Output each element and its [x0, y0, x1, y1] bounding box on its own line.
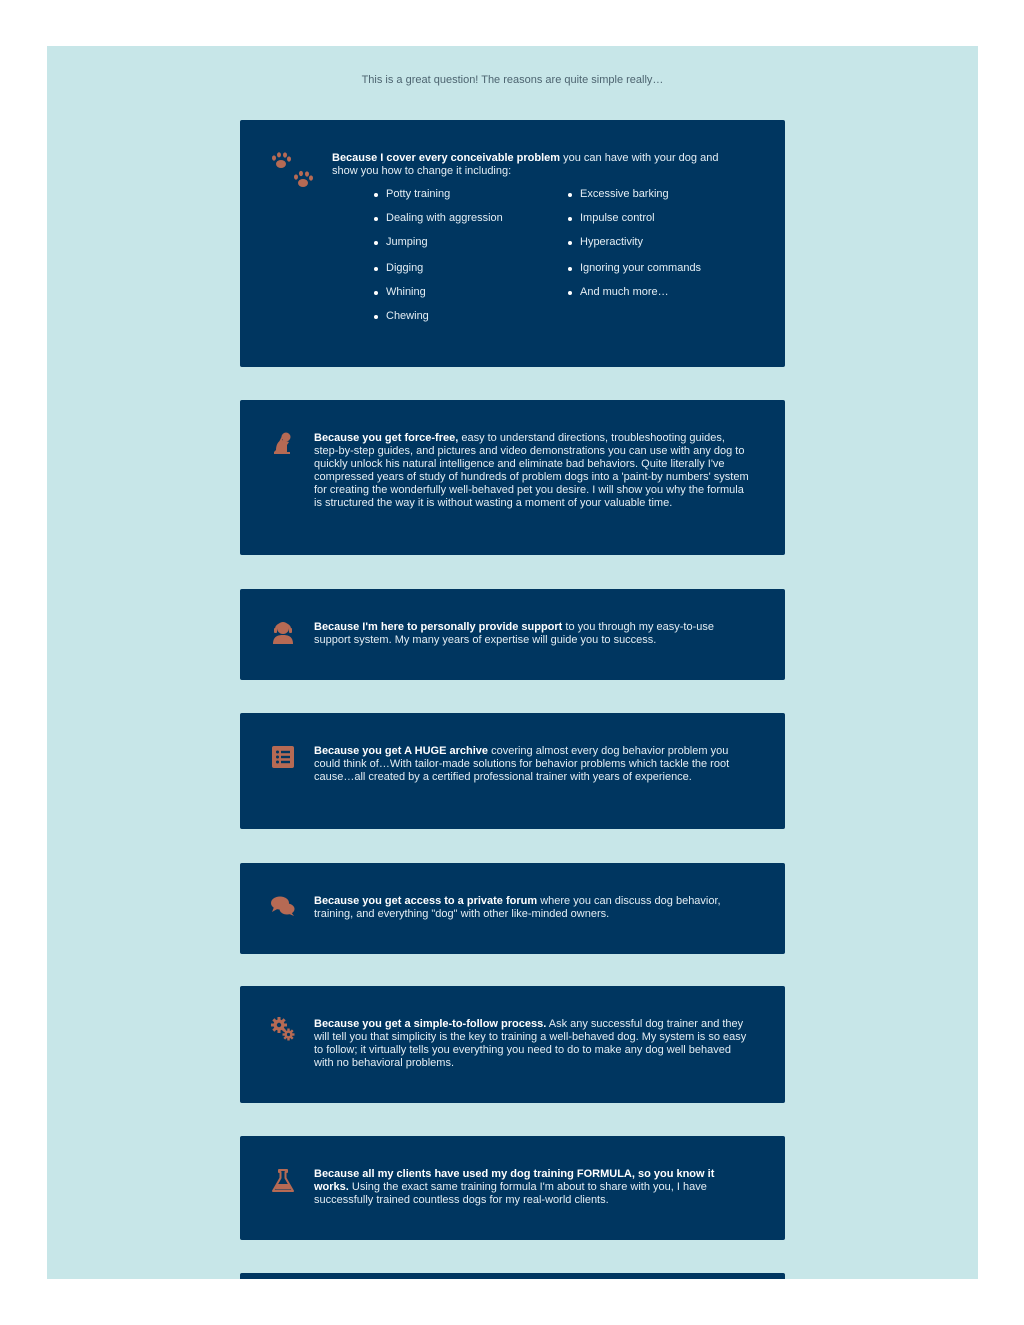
support-headset-icon [270, 619, 296, 645]
list-item: Hyperactivity [566, 236, 643, 249]
reason-text [314, 895, 751, 921]
reason-body: covering almost every dog behavior problem you could think of…With tailor-made solutions for behavior problems which tackle the root cause…all created by a certified professional trainer with years of experience. [314, 745, 730, 783]
reason-text [314, 745, 751, 784]
chat-bubbles-icon [270, 893, 296, 919]
paw-prints-icon [270, 152, 318, 194]
reason-card-archive [240, 713, 785, 829]
reason-lead: Because I cover every conceivable problem [332, 152, 561, 164]
list-archive-icon [270, 744, 296, 770]
list-item: Ignoring your commands [566, 262, 701, 275]
list-item: Whining [372, 286, 426, 299]
reason-body: where you can discuss dog behavior, training, and everything "dog" with other like-minded owners. [314, 895, 721, 920]
reason-lead: Because you get A HUGE archive [314, 745, 489, 757]
list-item: Jumping [372, 236, 428, 249]
intro-text: This is a great question! The reasons are quite simple really… [361, 74, 664, 86]
reason-card-problems [240, 120, 785, 367]
reason-card-force-free [240, 400, 785, 555]
reason-card-formula [240, 1136, 785, 1240]
reason-lead: Because you get access to a private forum [314, 895, 538, 907]
reason-card-process [240, 986, 785, 1103]
flask-icon [270, 1168, 296, 1194]
reason-text [314, 1018, 751, 1070]
reason-lead: Because you get force-free, [314, 432, 459, 444]
list-item: Excessive barking [566, 188, 669, 201]
reason-lead: Because you get a simple-to-follow process. [314, 1018, 547, 1030]
reason-body: to you through my easy-to-use support system. My many years of expertise will guide you to success. [314, 621, 714, 646]
reason-text [314, 1168, 751, 1207]
reason-text [314, 432, 751, 510]
reason-text [314, 621, 751, 647]
reason-lead: Because all my clients have used my dog training FORMULA, so you know it works. [314, 1168, 715, 1193]
reason-body: you can have with your dog and show you how to change it including: [332, 152, 719, 177]
list-item: Impulse control [566, 212, 655, 225]
list-item: Chewing [372, 310, 429, 323]
reason-text [332, 152, 745, 178]
reason-body: Ask any successful dog trainer and they will tell you that simplicity is the key to training a well-behaved dog. My system is so easy to follow; it virtually tells you everything you need to do to make any dog well behaved with no behavioral problems. [314, 1018, 747, 1069]
reason-lead: Because I'm here to personally provide support [314, 621, 563, 633]
list-item: Digging [372, 262, 423, 275]
reason-card-forum [240, 863, 785, 954]
sitting-dog-icon [270, 431, 296, 457]
list-item: Potty training [372, 188, 450, 201]
list-item: And much more… [566, 286, 669, 299]
reason-card-next [240, 1273, 785, 1279]
reason-body: Using the exact same training formula I'm about to share with you, I have successfully trained countless dogs for my real-world clients. [314, 1181, 707, 1206]
list-item: Dealing with aggression [372, 212, 503, 225]
reason-body: easy to understand directions, troubleshooting guides, step-by-step guides, and pictures and video demonstrations you can use with any dog to quickly unlock his natural intelligence and eliminate bad behaviors. Quite literally I've compressed years of study of hundreds of problem dogs into a 'paint-by numbers' system for creating the wonderfully well-behaved pet you desire. I will show you why the formula is structured the way it is without wasting a moment of your valuable time. [314, 432, 749, 509]
gears-icon [270, 1016, 296, 1042]
content-panel [47, 46, 978, 1279]
reason-card-support [240, 589, 785, 680]
